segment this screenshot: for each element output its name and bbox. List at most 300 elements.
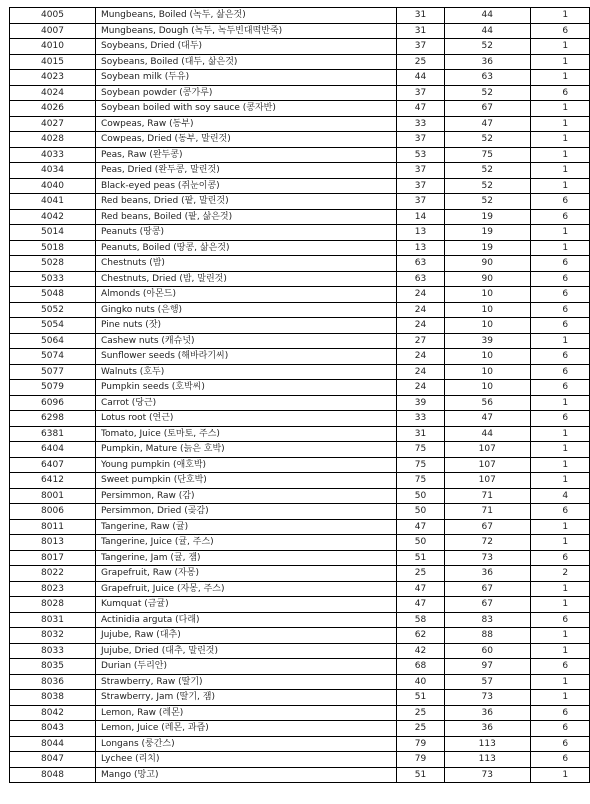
row-value-3-cell: 1 [530,333,589,349]
row-code-cell: 4024 [10,85,96,101]
row-value-3-cell: 1 [530,628,589,644]
table-row [10,488,590,504]
row-food-name-cell: Peas, Dried (완두콩, 말린것) [95,163,396,179]
row-value-2-cell: 90 [444,256,530,272]
table-body [10,8,590,783]
row-code-cell: 6412 [10,473,96,489]
row-food-name-cell: Grapefruit, Juice (자몽, 주스) [95,581,396,597]
row-code-cell: 5018 [10,240,96,256]
row-value-3-cell: 6 [530,612,589,628]
row-value-1-cell: 31 [397,426,445,442]
table-row [10,519,590,535]
row-food-name-cell: Lychee (리치) [95,752,396,768]
row-value-3-cell: 1 [530,674,589,690]
row-value-3-cell: 1 [530,240,589,256]
row-food-name-cell: Red beans, Boiled (팥, 삶은것) [95,209,396,225]
row-food-name-cell: Longans (룽간스) [95,736,396,752]
row-food-name-cell: Jujube, Raw (대추) [95,628,396,644]
row-food-name-cell: Peas, Raw (완두콩) [95,147,396,163]
row-food-name-cell: Strawberry, Raw (딸기) [95,674,396,690]
row-value-3-cell: 6 [530,209,589,225]
table-row [10,163,590,179]
row-food-name-cell: Lotus root (연근) [95,411,396,427]
row-food-name-cell: Tangerine, Jam (귤, 잼) [95,550,396,566]
row-value-1-cell: 31 [397,8,445,24]
row-value-2-cell: 75 [444,147,530,163]
row-value-1-cell: 50 [397,535,445,551]
row-code-cell: 8038 [10,690,96,706]
table-row [10,767,590,783]
row-code-cell: 5014 [10,225,96,241]
table-row [10,85,590,101]
row-code-cell: 4010 [10,39,96,55]
row-food-name-cell: Actinidia arguta (다래) [95,612,396,628]
row-value-1-cell: 14 [397,209,445,225]
row-value-3-cell: 6 [530,721,589,737]
row-value-1-cell: 79 [397,752,445,768]
row-value-3-cell: 6 [530,411,589,427]
table-row [10,209,590,225]
row-value-3-cell: 1 [530,395,589,411]
row-value-3-cell: 1 [530,101,589,117]
row-value-1-cell: 51 [397,690,445,706]
row-code-cell: 4034 [10,163,96,179]
table-row [10,132,590,148]
row-value-1-cell: 75 [397,457,445,473]
row-value-2-cell: 44 [444,23,530,39]
row-food-name-cell: Soybean powder (콩가루) [95,85,396,101]
row-code-cell: 4026 [10,101,96,117]
row-code-cell: 6298 [10,411,96,427]
row-food-name-cell: Red beans, Dried (팥, 말린것) [95,194,396,210]
row-code-cell: 6404 [10,442,96,458]
row-code-cell: 6096 [10,395,96,411]
row-value-2-cell: 113 [444,736,530,752]
row-food-name-cell: Cowpeas, Raw (동부) [95,116,396,132]
row-value-1-cell: 13 [397,240,445,256]
row-value-3-cell: 6 [530,752,589,768]
row-value-2-cell: 39 [444,333,530,349]
row-value-3-cell: 1 [530,442,589,458]
table-row [10,8,590,24]
table-row [10,287,590,303]
row-value-1-cell: 37 [397,132,445,148]
row-value-2-cell: 52 [444,163,530,179]
table-row [10,411,590,427]
row-value-3-cell: 6 [530,705,589,721]
row-code-cell: 4005 [10,8,96,24]
row-food-name-cell: Pumpkin seeds (호박씨) [95,380,396,396]
row-code-cell: 8006 [10,504,96,520]
row-code-cell: 8023 [10,581,96,597]
table-row [10,612,590,628]
row-value-1-cell: 37 [397,39,445,55]
row-value-2-cell: 10 [444,349,530,365]
row-food-name-cell: Grapefruit, Raw (자몽) [95,566,396,582]
row-value-1-cell: 25 [397,566,445,582]
table-row [10,147,590,163]
row-food-name-cell: Jujube, Dried (대추, 말린것) [95,643,396,659]
row-value-1-cell: 37 [397,163,445,179]
row-code-cell: 5064 [10,333,96,349]
row-value-2-cell: 88 [444,628,530,644]
table-row [10,628,590,644]
row-value-1-cell: 75 [397,442,445,458]
row-value-2-cell: 67 [444,597,530,613]
row-code-cell: 4040 [10,178,96,194]
row-value-2-cell: 47 [444,411,530,427]
row-food-name-cell: Young pumpkin (애호박) [95,457,396,473]
row-code-cell: 6381 [10,426,96,442]
row-code-cell: 8028 [10,597,96,613]
row-value-3-cell: 1 [530,147,589,163]
table-row [10,581,590,597]
row-code-cell: 4042 [10,209,96,225]
row-food-name-cell: Chestnuts, Dried (밤, 말린것) [95,271,396,287]
row-code-cell: 5074 [10,349,96,365]
row-value-2-cell: 73 [444,550,530,566]
table-row [10,101,590,117]
row-value-1-cell: 40 [397,674,445,690]
row-value-2-cell: 10 [444,302,530,318]
row-code-cell: 5079 [10,380,96,396]
row-value-1-cell: 63 [397,271,445,287]
row-code-cell: 8044 [10,736,96,752]
row-food-name-cell: Black-eyed peas (쥐눈이콩) [95,178,396,194]
row-code-cell: 8042 [10,705,96,721]
row-value-2-cell: 67 [444,101,530,117]
table-row [10,364,590,380]
row-food-name-cell: Lemon, Raw (레몬) [95,705,396,721]
table-row [10,240,590,256]
row-value-1-cell: 25 [397,54,445,70]
row-code-cell: 8033 [10,643,96,659]
row-food-name-cell: Tomato, Juice (토마토, 주스) [95,426,396,442]
row-code-cell: 5052 [10,302,96,318]
row-value-3-cell: 1 [530,39,589,55]
table-row [10,457,590,473]
row-value-2-cell: 107 [444,473,530,489]
row-food-name-cell: Carrot (당근) [95,395,396,411]
table-row [10,318,590,334]
row-value-3-cell: 6 [530,256,589,272]
row-food-name-cell: Mango (망고) [95,767,396,783]
row-value-3-cell: 6 [530,287,589,303]
row-value-3-cell: 6 [530,504,589,520]
table-row [10,54,590,70]
row-value-3-cell: 1 [530,767,589,783]
row-value-2-cell: 90 [444,271,530,287]
row-code-cell: 5077 [10,364,96,380]
row-value-3-cell: 6 [530,659,589,675]
row-code-cell: 4028 [10,132,96,148]
row-value-2-cell: 44 [444,8,530,24]
row-value-1-cell: 27 [397,333,445,349]
row-value-1-cell: 24 [397,287,445,303]
table-row [10,194,590,210]
row-food-name-cell: Walnuts (호두) [95,364,396,380]
food-data-table [9,7,590,783]
row-value-1-cell: 79 [397,736,445,752]
table-row [10,674,590,690]
row-code-cell: 8011 [10,519,96,535]
table-row [10,721,590,737]
row-value-1-cell: 24 [397,380,445,396]
row-value-1-cell: 47 [397,597,445,613]
row-food-name-cell: Cashew nuts (캐슈넛) [95,333,396,349]
table-row [10,566,590,582]
row-food-name-cell: Gingko nuts (은행) [95,302,396,318]
row-value-1-cell: 75 [397,473,445,489]
row-value-2-cell: 73 [444,767,530,783]
row-value-2-cell: 52 [444,132,530,148]
row-value-3-cell: 6 [530,271,589,287]
row-value-2-cell: 60 [444,643,530,659]
row-value-1-cell: 47 [397,519,445,535]
row-value-2-cell: 10 [444,287,530,303]
row-value-2-cell: 97 [444,659,530,675]
row-code-cell: 8017 [10,550,96,566]
row-value-1-cell: 37 [397,194,445,210]
row-value-3-cell: 1 [530,581,589,597]
row-value-2-cell: 63 [444,70,530,86]
row-value-2-cell: 107 [444,457,530,473]
row-code-cell: 4007 [10,23,96,39]
row-value-1-cell: 63 [397,256,445,272]
row-value-1-cell: 33 [397,116,445,132]
table-row [10,39,590,55]
row-value-2-cell: 71 [444,504,530,520]
row-value-1-cell: 58 [397,612,445,628]
row-value-3-cell: 1 [530,132,589,148]
row-value-2-cell: 52 [444,178,530,194]
row-code-cell: 8035 [10,659,96,675]
row-value-3-cell: 6 [530,380,589,396]
row-code-cell: 8047 [10,752,96,768]
row-code-cell: 6407 [10,457,96,473]
row-value-2-cell: 36 [444,566,530,582]
row-value-2-cell: 19 [444,225,530,241]
row-code-cell: 4027 [10,116,96,132]
row-food-name-cell: Sunflower seeds (해바라기씨) [95,349,396,365]
row-value-1-cell: 47 [397,581,445,597]
row-food-name-cell: Chestnuts (밤) [95,256,396,272]
table-row [10,705,590,721]
row-value-3-cell: 6 [530,85,589,101]
row-code-cell: 8001 [10,488,96,504]
table-row [10,225,590,241]
table-row [10,271,590,287]
row-food-name-cell: Persimmon, Dried (곶감) [95,504,396,520]
row-value-3-cell: 1 [530,8,589,24]
row-value-1-cell: 37 [397,85,445,101]
row-value-1-cell: 25 [397,705,445,721]
row-code-cell: 5048 [10,287,96,303]
row-food-name-cell: Mungbeans, Boiled (녹두, 삶은것) [95,8,396,24]
row-value-3-cell: 1 [530,519,589,535]
row-food-name-cell: Soybean boiled with soy sauce (콩자반) [95,101,396,117]
row-value-3-cell: 6 [530,364,589,380]
row-food-name-cell: Mungbeans, Dough (녹두, 녹두빈대떡반죽) [95,23,396,39]
table-row [10,256,590,272]
row-food-name-cell: Tangerine, Raw (귤) [95,519,396,535]
row-value-3-cell: 6 [530,318,589,334]
table-row [10,504,590,520]
row-food-name-cell: Kumquat (금귤) [95,597,396,613]
row-code-cell: 5033 [10,271,96,287]
row-value-2-cell: 36 [444,705,530,721]
row-value-1-cell: 24 [397,364,445,380]
table-row [10,736,590,752]
row-food-name-cell: Peanuts, Boiled (땅콩, 삶은것) [95,240,396,256]
row-value-1-cell: 37 [397,178,445,194]
table-row [10,426,590,442]
row-value-3-cell: 6 [530,194,589,210]
row-value-3-cell: 6 [530,23,589,39]
row-value-2-cell: 113 [444,752,530,768]
row-food-name-cell: Tangerine, Juice (귤, 주스) [95,535,396,551]
table-row [10,178,590,194]
row-value-3-cell: 1 [530,163,589,179]
row-value-1-cell: 42 [397,643,445,659]
table-row [10,380,590,396]
row-value-2-cell: 83 [444,612,530,628]
row-value-2-cell: 107 [444,442,530,458]
row-value-2-cell: 10 [444,318,530,334]
table-row [10,70,590,86]
row-code-cell: 8022 [10,566,96,582]
row-food-name-cell: Soybeans, Dried (대두) [95,39,396,55]
row-value-3-cell: 6 [530,550,589,566]
row-value-3-cell: 1 [530,116,589,132]
row-code-cell: 8032 [10,628,96,644]
row-value-3-cell: 1 [530,426,589,442]
row-value-1-cell: 24 [397,349,445,365]
row-value-1-cell: 50 [397,504,445,520]
row-code-cell: 5028 [10,256,96,272]
row-value-3-cell: 1 [530,643,589,659]
table-row [10,333,590,349]
row-value-3-cell: 1 [530,690,589,706]
table-row [10,116,590,132]
row-value-1-cell: 13 [397,225,445,241]
row-code-cell: 8043 [10,721,96,737]
row-value-1-cell: 44 [397,70,445,86]
row-value-2-cell: 52 [444,39,530,55]
table-row [10,550,590,566]
row-value-3-cell: 1 [530,597,589,613]
row-code-cell: 8031 [10,612,96,628]
row-value-1-cell: 24 [397,302,445,318]
row-value-2-cell: 36 [444,721,530,737]
row-value-3-cell: 1 [530,535,589,551]
row-value-2-cell: 44 [444,426,530,442]
row-value-1-cell: 25 [397,721,445,737]
table-row [10,302,590,318]
table-row [10,659,590,675]
row-value-3-cell: 1 [530,70,589,86]
row-value-1-cell: 51 [397,767,445,783]
row-value-2-cell: 52 [444,194,530,210]
row-food-name-cell: Cowpeas, Dried (동부, 말린것) [95,132,396,148]
row-value-2-cell: 36 [444,54,530,70]
row-value-2-cell: 10 [444,364,530,380]
row-value-1-cell: 24 [397,318,445,334]
row-value-2-cell: 57 [444,674,530,690]
table-row [10,349,590,365]
row-code-cell: 5054 [10,318,96,334]
row-value-2-cell: 19 [444,209,530,225]
table-row [10,690,590,706]
row-value-3-cell: 1 [530,225,589,241]
table-row [10,535,590,551]
row-value-3-cell: 4 [530,488,589,504]
row-food-name-cell: Pine nuts (잣) [95,318,396,334]
row-value-3-cell: 6 [530,302,589,318]
row-value-2-cell: 52 [444,85,530,101]
row-value-3-cell: 2 [530,566,589,582]
table-row [10,473,590,489]
row-code-cell: 4023 [10,70,96,86]
row-value-2-cell: 56 [444,395,530,411]
row-value-2-cell: 71 [444,488,530,504]
table-row [10,395,590,411]
row-value-2-cell: 73 [444,690,530,706]
row-code-cell: 4033 [10,147,96,163]
row-value-3-cell: 1 [530,54,589,70]
table-row [10,597,590,613]
row-code-cell: 8013 [10,535,96,551]
row-value-3-cell: 1 [530,473,589,489]
row-value-2-cell: 19 [444,240,530,256]
table-row [10,442,590,458]
row-value-1-cell: 53 [397,147,445,163]
row-value-3-cell: 1 [530,178,589,194]
row-food-name-cell: Lemon, Juice (레몬, 과즙) [95,721,396,737]
row-food-name-cell: Sweet pumpkin (단호박) [95,473,396,489]
row-food-name-cell: Persimmon, Raw (감) [95,488,396,504]
row-value-3-cell: 6 [530,736,589,752]
row-food-name-cell: Pumpkin, Mature (늙은 호박) [95,442,396,458]
row-code-cell: 8048 [10,767,96,783]
row-value-2-cell: 67 [444,519,530,535]
row-value-3-cell: 6 [530,349,589,365]
row-code-cell: 4015 [10,54,96,70]
table-row [10,752,590,768]
table-row [10,23,590,39]
row-value-3-cell: 1 [530,457,589,473]
row-value-1-cell: 68 [397,659,445,675]
row-value-2-cell: 10 [444,380,530,396]
row-value-1-cell: 51 [397,550,445,566]
row-value-1-cell: 39 [397,395,445,411]
row-code-cell: 4041 [10,194,96,210]
row-food-name-cell: Peanuts (땅콩) [95,225,396,241]
row-food-name-cell: Strawberry, Jam (딸기, 잼) [95,690,396,706]
row-value-2-cell: 47 [444,116,530,132]
row-food-name-cell: Durian (두리안) [95,659,396,675]
row-food-name-cell: Almonds (아몬드) [95,287,396,303]
row-food-name-cell: Soybeans, Boiled (대두, 삶은것) [95,54,396,70]
row-food-name-cell: Soybean milk (두유) [95,70,396,86]
row-value-2-cell: 67 [444,581,530,597]
table-row [10,643,590,659]
row-value-1-cell: 47 [397,101,445,117]
row-value-1-cell: 33 [397,411,445,427]
row-value-1-cell: 31 [397,23,445,39]
row-code-cell: 8036 [10,674,96,690]
row-value-2-cell: 72 [444,535,530,551]
